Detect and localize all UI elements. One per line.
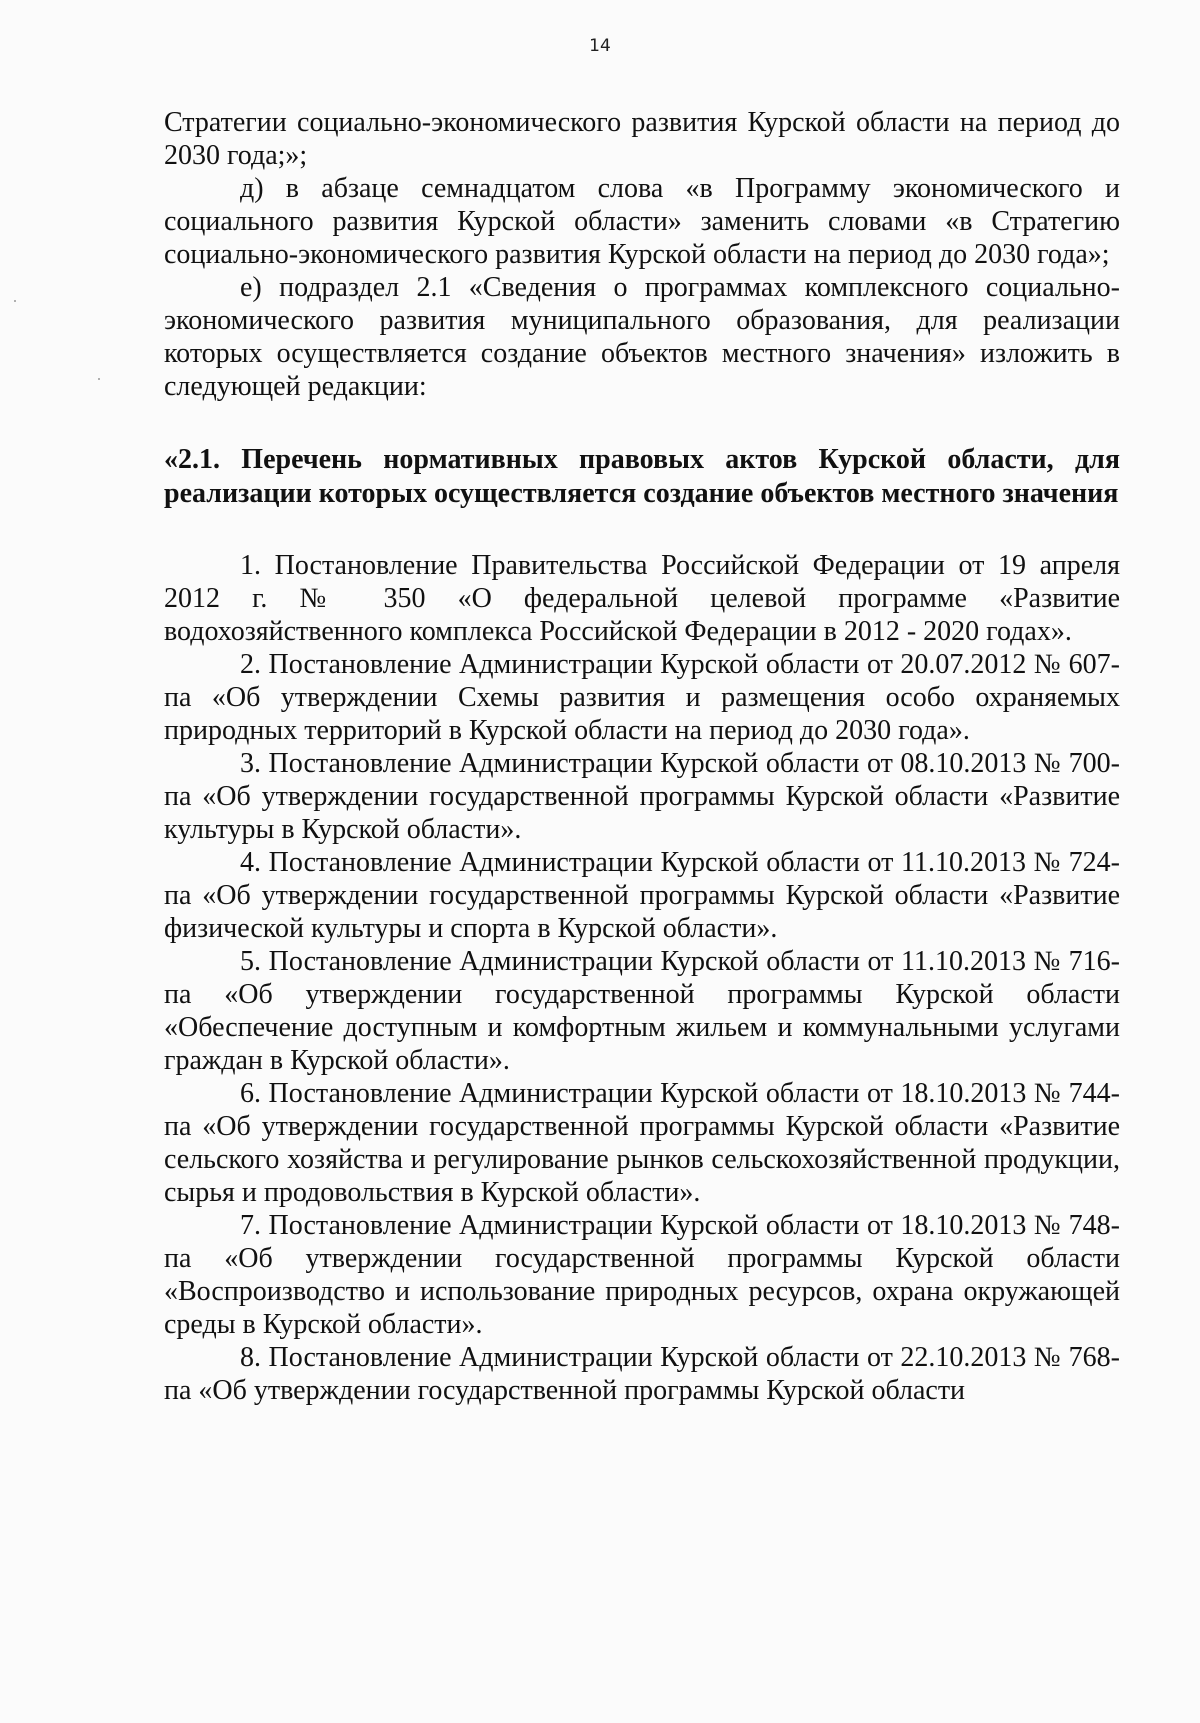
list-item-3: 3. Постановление Администрации Курской области от 08.10.2013 № 700-па «Об утверждении государственной программы Курской области «Развитие культуры в Курской области». (164, 748, 1120, 845)
section-heading: «2.1. Перечень нормативных правовых актов Курской области, для реализации которых осуществляется создание объектов местного значения (164, 444, 1120, 509)
list-item-2: 2. Постановление Администрации Курской области от 20.07.2012 № 607-па «Об утверждении Схемы развития и размещения особо охраняемых природных территорий в Курской области на период до 2030 года». (164, 649, 1120, 746)
paragraph-item-e: е) подраздел 2.1 «Сведения о программах комплексного социально-экономического развития муниципального образования, для реализации которых осуществляется создание объектов местного значения» изложить в следующей редакции: (164, 272, 1120, 402)
list-item-4: 4. Постановление Администрации Курской области от 11.10.2013 № 724-па «Об утверждении государственной программы Курской области «Развитие физической культуры и спорта в Курской области». (164, 847, 1120, 944)
page-number: 14 (589, 36, 611, 56)
list-item-5: 5. Постановление Администрации Курской области от 11.10.2013 № 716-па «Об утверждении государственной программы Курской области «Обеспечение доступным и комфортным жильем и коммунальными услугами граждан в Курской области». (164, 946, 1120, 1076)
paragraph-item-d: д) в абзаце семнадцатом слова «в Программу экономического и социального развития Курской области» заменить словами «в Стратегию социально-экономического развития Курской области на период до 2030 года»; (164, 173, 1120, 270)
scan-speck (98, 378, 100, 380)
list-item-7: 7. Постановление Администрации Курской области от 18.10.2013 № 748-па «Об утверждении государственной программы Курской области «Воспроизводство и использование природных ресурсов, охрана окружающей среды в Курской области». (164, 1210, 1120, 1340)
document-body (164, 106, 1120, 1407)
list-item-6: 6. Постановление Администрации Курской области от 18.10.2013 № 744-па «Об утверждении государственной программы Курской области «Развитие сельского хозяйства и регулирование рынков сельскохозяйственной продукции, сырья и продовольствия в Курской области». (164, 1078, 1120, 1208)
list-item-8: 8. Постановление Администрации Курской области от 22.10.2013 № 768-па «Об утверждении государственной программы Курской области (164, 1342, 1120, 1406)
paragraph-continuation: Стратегии социально-экономического развития Курской области на период до 2030 года;»; (164, 107, 1120, 171)
scan-speck (14, 300, 16, 302)
list-item-1: 1. Постановление Правительства Российской Федерации от 19 апреля 2012 г. № 350 «О федеральной целевой программе «Развитие водохозяйственного комплекса Российской Федерации в 2012 - 2020 годах». (164, 550, 1120, 647)
